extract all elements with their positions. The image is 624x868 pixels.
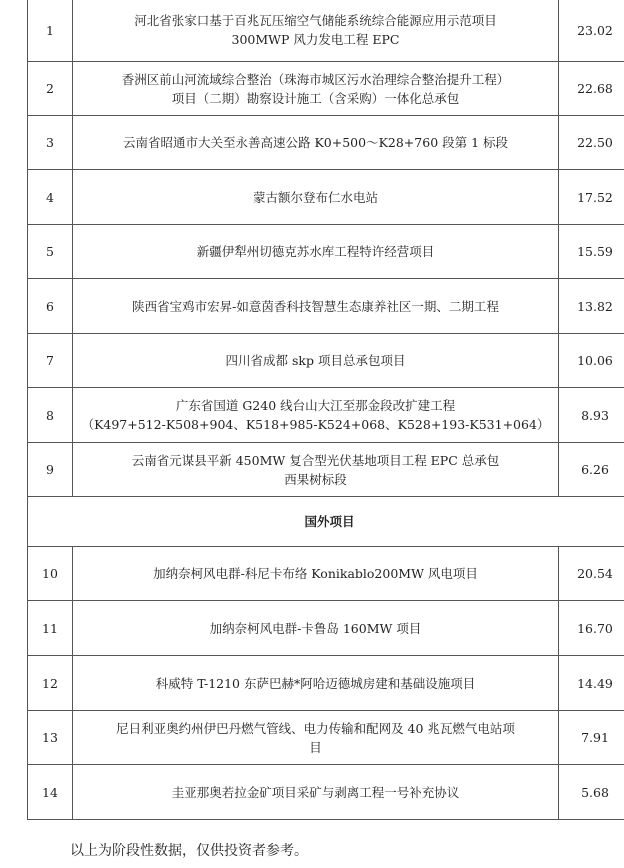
table-row xyxy=(28,765,624,820)
project-name xyxy=(73,547,559,601)
row-number: 1 xyxy=(28,0,73,62)
table-row xyxy=(28,711,624,765)
row-number: 6 xyxy=(28,279,73,334)
project-value: 8.93 xyxy=(559,388,624,443)
project-value: 14.49 xyxy=(559,656,624,711)
row-number: 3 xyxy=(28,116,73,170)
project-name xyxy=(73,334,559,388)
table-row xyxy=(28,601,624,656)
project-name xyxy=(73,388,559,443)
project-name-line: 香洲区前山河流域综合整治（珠海市城区污水治理综合整治提升工程） xyxy=(121,71,510,87)
project-name xyxy=(73,116,559,170)
table-row xyxy=(28,62,624,116)
project-value: 6.26 xyxy=(559,443,624,497)
project-name xyxy=(73,225,559,279)
project-name-line: 圭亚那奥若拉金矿项目采矿与剥离工程一号补充协议 xyxy=(171,784,460,800)
table-row xyxy=(28,388,624,443)
project-name xyxy=(73,711,559,765)
project-name xyxy=(73,62,559,116)
project-value: 23.02 xyxy=(559,0,624,62)
section-header-row xyxy=(28,497,624,547)
project-name-line: 云南省元谋县平新 450MW 复合型光伏基地项目工程 EPC 总承包 xyxy=(131,452,500,468)
project-name-line: 科威特 T-1210 东萨巴赫*阿哈迈德城房建和基础设施项目 xyxy=(155,675,476,691)
table-row xyxy=(28,225,624,279)
row-number: 10 xyxy=(28,547,73,601)
project-name xyxy=(73,765,559,820)
project-name-line: 尼日利亚奥约州伊巴丹燃气管线、电力传输和配网及 40 兆瓦燃气电站项 xyxy=(116,720,515,736)
row-number: 11 xyxy=(28,601,73,656)
project-name xyxy=(73,0,559,62)
project-name xyxy=(73,443,559,497)
project-name-line: 加纳奈柯风电群-科尼卡布络 Konikablo200MW 风电项目 xyxy=(153,566,478,581)
footnote: 以上为阶段性数据，仅供投资者参考。 xyxy=(70,843,308,859)
project-value: 15.59 xyxy=(559,225,624,279)
project-name-line: 新疆伊犁州切德克苏水库工程特许经营项目 xyxy=(196,244,435,259)
project-value: 10.06 xyxy=(559,334,624,388)
project-value: 17.52 xyxy=(559,170,624,225)
table-row xyxy=(28,656,624,711)
project-name-line: 加纳奈柯风电群-卡鲁岛 160MW 项目 xyxy=(209,620,422,636)
row-number: 2 xyxy=(28,62,73,116)
row-number: 14 xyxy=(28,765,73,820)
project-name-line: 四川省成都 skp 项目总承包项目 xyxy=(225,353,406,368)
project-name-line: 目 xyxy=(309,739,322,755)
row-number: 5 xyxy=(28,225,73,279)
table-row xyxy=(28,279,624,334)
row-number: 8 xyxy=(28,388,73,443)
project-name-line: 蒙古额尔登布仁水电站 xyxy=(252,189,378,205)
project-name-line: 300MWP 风力发电工程 EPC xyxy=(231,32,400,47)
project-name xyxy=(73,279,559,334)
row-number: 9 xyxy=(28,443,73,497)
table-row xyxy=(28,170,624,225)
project-name-line: 项目（二期）勘察设计施工（含采购）一体化总承包 xyxy=(171,90,460,106)
project-name-line: 西果树标段 xyxy=(284,471,347,487)
project-name-line: 河北省张家口基于百兆瓦压缩空气储能系统综合能源应用示范项目 xyxy=(134,13,497,28)
table-row xyxy=(28,0,624,62)
section-title: 国外项目 xyxy=(28,497,624,547)
table-row xyxy=(28,116,624,170)
project-value: 7.91 xyxy=(559,711,624,765)
projects-table xyxy=(27,0,624,820)
project-name-line: 云南省昭通市大关至永善高速公路 K0+500～K28+760 段第 1 标段 xyxy=(122,135,509,150)
project-name-line: 广东省国道 G240 线台山大江至那金段改扩建工程 xyxy=(175,398,456,413)
table-row xyxy=(28,547,624,601)
project-name-line: （K497+512-K508+904、K518+985-K524+068、K528+193-K531+064） xyxy=(81,417,550,432)
row-number: 12 xyxy=(28,656,73,711)
row-number: 7 xyxy=(28,334,73,388)
project-value: 13.82 xyxy=(559,279,624,334)
project-name xyxy=(73,170,559,225)
table-row xyxy=(28,334,624,388)
project-value: 20.54 xyxy=(559,547,624,601)
project-value: 22.68 xyxy=(559,62,624,116)
table-row xyxy=(28,443,624,497)
project-value: 5.68 xyxy=(559,765,624,820)
row-number: 4 xyxy=(28,170,73,225)
project-name xyxy=(73,656,559,711)
row-number: 13 xyxy=(28,711,73,765)
project-name-line: 陕西省宝鸡市宏昇-如意茵香科技智慧生态康养社区一期、二期工程 xyxy=(132,298,499,314)
project-value: 16.70 xyxy=(559,601,624,656)
project-name xyxy=(73,601,559,656)
project-value: 22.50 xyxy=(559,116,624,170)
